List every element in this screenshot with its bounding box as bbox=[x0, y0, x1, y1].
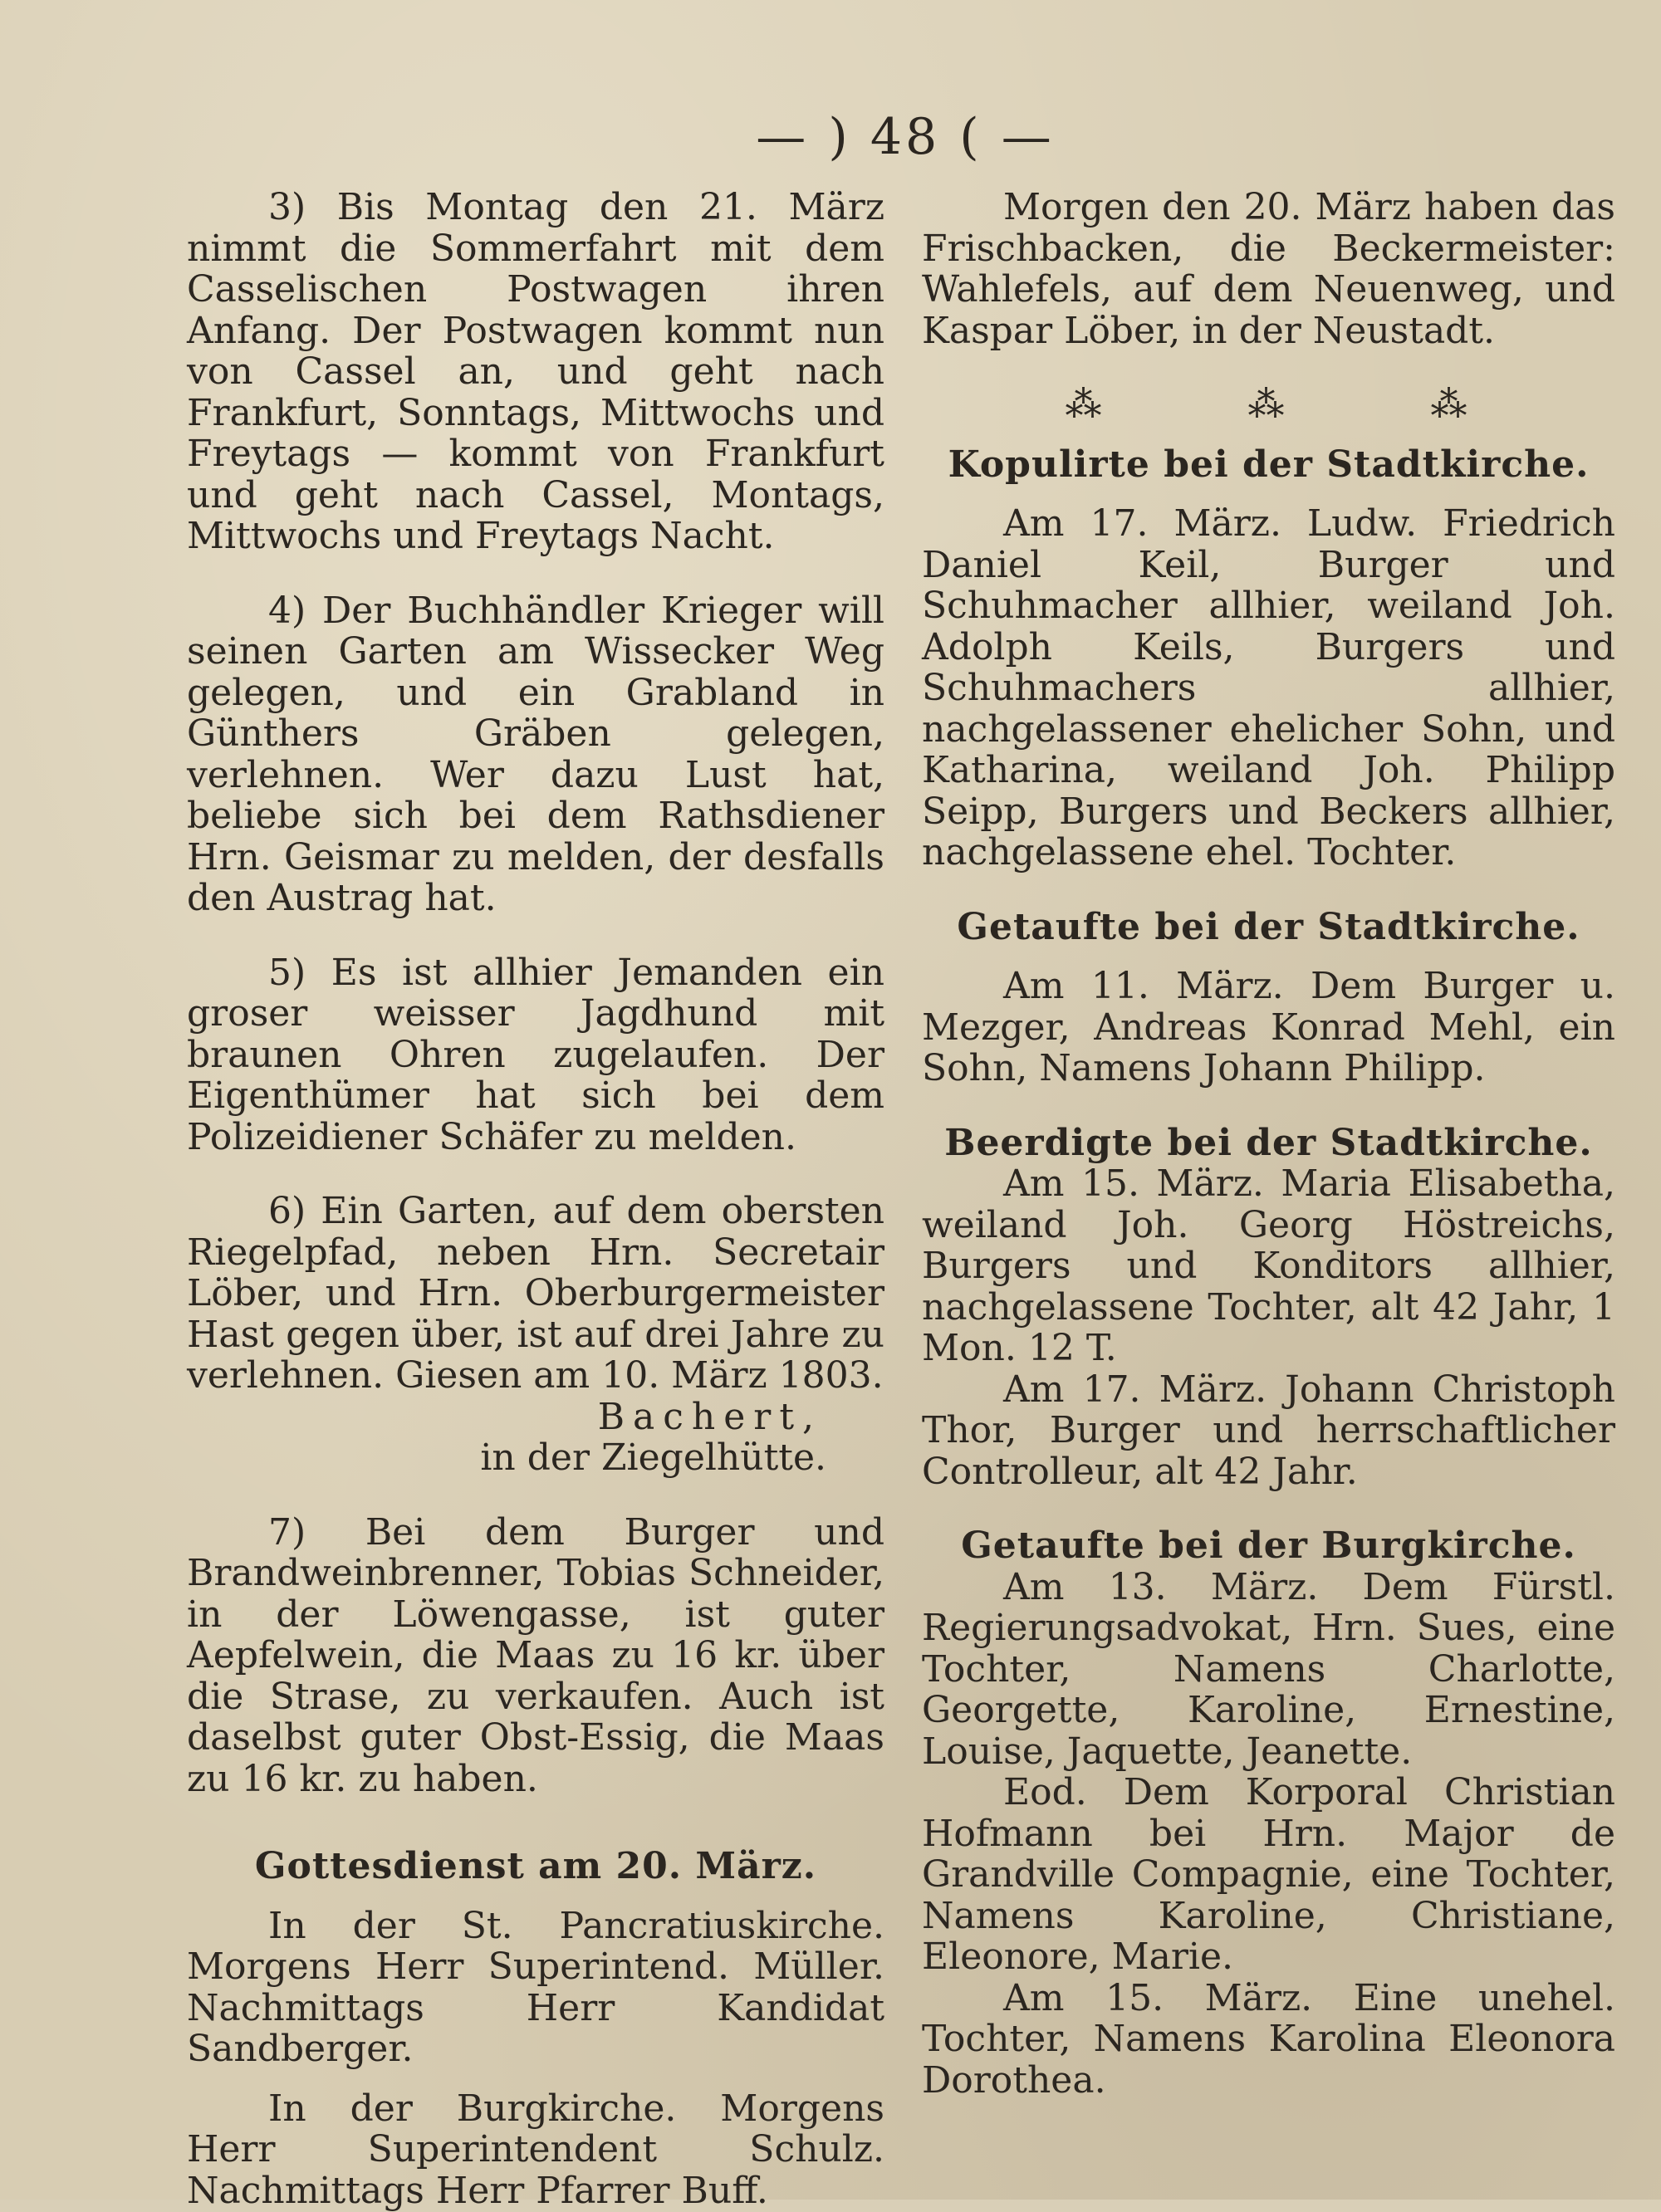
notice-3: 3) Bis Montag den 21. März nimmt die Sommerfahrt mit dem Casselischen Postwagen ihren Anfang. Der Postwagen kommt nun von Cassel an, und geht nach Frankfurt, Sonntags, Mittwochs und Freytags — kommt von Frankfurt und geht nach Cassel, Montags, Mittwochs und Freytags Nacht. bbox=[187, 186, 884, 557]
notice-6: 6) Ein Garten, auf dem obersten Riegelpfad, neben Hrn. Secretair Löber, und Hrn. Oberburgermeister Hast gegen über, ist auf drei Jahre zu verlehnen. Giesen am 10. März 1803. bbox=[187, 1190, 884, 1397]
section-heading-getaufte-burgkirche: Getaufte bei der Burgkirche. bbox=[961, 1524, 1576, 1567]
notice-5: 5) Es ist allhier Jemanden ein groser weisser Jagdhund mit braunen Ohren zugelaufen. Der Eigenthümer hat sich bei dem Polizeidiener Schäfer zu melden. bbox=[187, 951, 884, 1158]
page-number: — ) 48 ( — bbox=[756, 108, 1055, 166]
service-burgkirche: In der Burgkirche. Morgens Herr Superintendent Schulz. Nachmittags Herr Pfarrer Buff. bbox=[187, 2087, 884, 2212]
section-heading-kopulirte: Kopulirte bei der Stadtkirche. bbox=[948, 443, 1590, 486]
baptism-entry: Am 11. März. Dem Burger u. Mezger, Andreas Konrad Mehl, ein Sohn, Namens Johann Philipp. bbox=[922, 965, 1615, 1089]
service-pancratius: In der St. Pancratiuskirche. Morgens Herr Superintend. Müller. Nachmittags Herr Kandidat Sandberger. bbox=[187, 1904, 884, 2070]
baptism-entry: Am 13. März. Dem Fürstl. Regierungsadvokat, Hrn. Sues, eine Tochter, Namens Charlotte, Georgette, Karoline, Ernestine, Louise, Jaquette, Jeanette. bbox=[922, 1565, 1615, 1773]
notice-4: 4) Der Buchhändler Krieger will seinen Garten am Wissecker Weg gelegen, und ein Grabland in Günthers Gräben gelegen, verlehnen. Wer dazu Lust hat, beliebe sich bei dem Rathsdiener Hrn. Geismar zu melden, der desfalls den Austrag hat. bbox=[187, 589, 884, 919]
signature-name: Bachert, bbox=[597, 1395, 822, 1438]
right-column bbox=[922, 187, 1615, 2101]
baptism-entry: Eod. Dem Korporal Christian Hofmann bei Hrn. Major de Grandville Compagnie, eine Tochter, Namens Karoline, Christiane, Eleonore, Marie. bbox=[922, 1771, 1615, 1978]
section-heading-gottesdienst: Gottesdienst am 20. März. bbox=[254, 1845, 817, 1887]
bakery-notice: Morgen den 20. März haben das Frischbacken, die Beckermeister: Wahlefels, auf dem Neuenweg, und Kaspar Löber, in der Neustadt. bbox=[922, 186, 1615, 352]
section-heading-beerdigte: Beerdigte bei der Stadtkirche. bbox=[944, 1121, 1593, 1164]
signature-place: in der Ziegelhütte. bbox=[480, 1436, 826, 1479]
married-entry: Am 17. März. Ludw. Friedrich Daniel Keil, Burger und Schuhmacher allhier, weiland Joh. Adolph Keils, Burgers und Schuhmachers allhier, nachgelassener ehelicher Sohn, und Katharina, weiland Joh. Philipp Seipp, Burgers und Beckers allhier, nachgelassene ehel. Tochter. bbox=[922, 502, 1615, 874]
asterism-divider: ⁂ ⁂ ⁂ bbox=[1065, 384, 1472, 426]
baptism-entry: Am 15. März. Eine unehel. Tochter, Namens Karolina Eleonora Dorothea. bbox=[922, 1976, 1615, 2102]
burial-entry: Am 17. März. Johann Christoph Thor, Burger und herrschaftlicher Controlleur, alt 42 Jahr. bbox=[922, 1368, 1615, 1493]
notice-7: 7) Bei dem Burger und Brandweinbrenner, Tobias Schneider, in der Löwengasse, ist guter Aepfelwein, die Maas zu 16 kr. über die Strase, zu verkaufen. Auch ist daselbst guter Obst-Essig, die Maas zu 16 kr. zu haben. bbox=[187, 1510, 884, 1800]
left-column bbox=[187, 187, 884, 2211]
section-heading-getaufte-stadtkirche: Getaufte bei der Stadtkirche. bbox=[957, 905, 1580, 948]
burial-entry: Am 15. März. Maria Elisabetha, weiland Joh. Georg Höstreichs, Burgers und Konditors allhier, nachgelassene Tochter, alt 42 Jahr, 1 Mon. 12 T. bbox=[922, 1162, 1615, 1369]
